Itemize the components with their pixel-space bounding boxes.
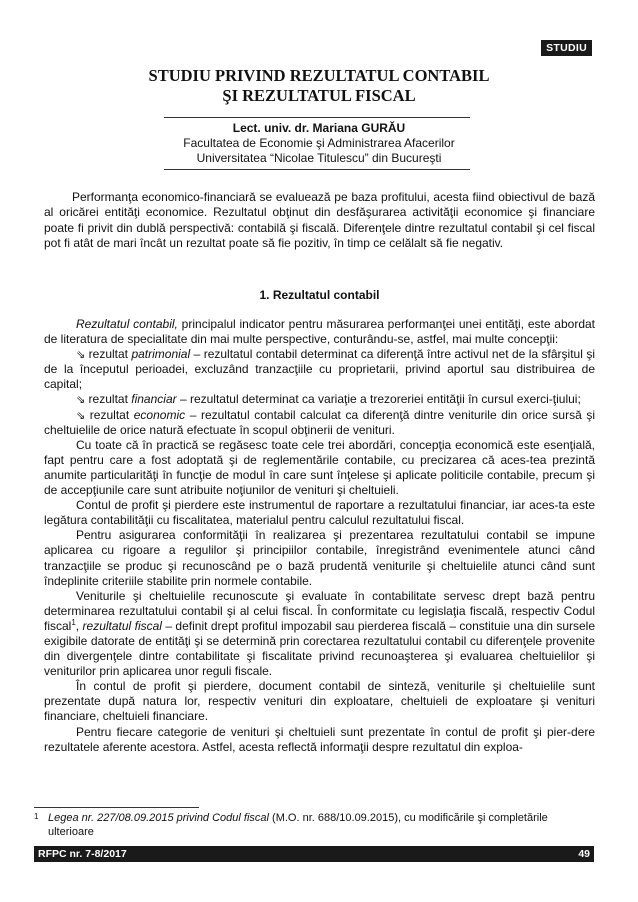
paragraph: Cu toate că în practică se regăsesc toate cele trei abordări, concepţia economică este esenţială, fapt pentru care a fost adoptată şi de reglementările contabile, cu precizarea că aces-tea prezintă anumite particularităţi în funcţie de modul în care sunt înţelese şi aplicate politicile contabile, precum şi de accepţiunile care sunt atribuite noţiunilor de venituri şi cheltuieli.: [44, 437, 595, 498]
term: Rezultatul contabil,: [76, 317, 178, 331]
footer-bar: [34, 846, 594, 862]
bullet-text: – rezultatul determinat ca variaţie a trezoreriei entităţii în cursul exerci-ţiului;: [176, 392, 581, 407]
journal-issue: RFPC nr. 7-8/2017: [38, 848, 127, 860]
abstract: Performanţa economico-financiară se evaluează pe baza profitului, acesta fiind obiectivul de bază al oricărei entităţi economice. Rezultatul obţinut din desfăşurarea activităţii economice şi financiare poate fi privit din dublă perspectivă: contabilă şi fiscală. Diferenţele dintre rezultatul contabil şi cel fiscal pot fi atât de mari încât un rezultat poate să fie pozitiv, în timp ce celălalt să fie negativ.: [44, 190, 595, 250]
article-body: [44, 317, 595, 755]
title-divider: [164, 117, 470, 118]
section-tag: STUDIU: [541, 40, 592, 56]
bullet-prefix: rezultat: [85, 392, 132, 407]
list-item: [44, 347, 595, 392]
term: financiar: [131, 392, 177, 407]
bullet-text: – rezultatul contabil calculat ca diferenţă dintre veniturile din orice sursă şi cheltuielile de orice natură efectuate în scopul obţinerii de venituri.: [44, 407, 595, 437]
footnote-ref[interactable]: 1: [71, 617, 76, 627]
paragraph-text: ,: [75, 618, 83, 633]
author-faculty: Facultatea de Economie şi Administrarea Afacerilor: [183, 136, 455, 150]
term: patrimonial: [131, 347, 191, 362]
arrow-bullet-icon: ⇘: [76, 348, 86, 362]
footnote: [34, 812, 594, 839]
paragraph: [44, 589, 595, 680]
list-item: [44, 408, 595, 438]
paragraph: Pentru fiecare categorie de venituri şi cheltuieli sunt prezentate în contul de profit şi pier-dere rezultatele aferente acestora. Astfel, acesta reflectă informaţii despre rezultatul din exploa-: [44, 724, 595, 754]
list-item: [44, 392, 595, 407]
footnote-number: 1: [34, 812, 39, 821]
article-title: [60, 66, 578, 106]
bullet-text: – rezultatul contabil determinat ca diferenţă între activul net de la sfârşitul şi de la începutul perioadei, excluzând tranzacţiile cu proprietarii, privind aportul sau distribuirea de capital;: [44, 347, 595, 392]
paragraph: În contul de profit şi pierdere, document contabil de sinteză, veniturile şi cheltuielile sunt prezentate după natura lor, respectiv venituri din exploatare, cheltuieli de exploatare şi venituri financiare, cheltuieli financiare.: [44, 679, 595, 724]
bullet-prefix: rezultat: [85, 347, 132, 362]
bullet-prefix: rezultat: [85, 407, 134, 422]
author-name: Lect. univ. dr. Mariana GURĂU: [232, 121, 406, 135]
footnote-reference: Legea nr. 227/08.09.2015 privind Codul fiscal: [48, 812, 269, 824]
paragraph-text: principalul indicator pentru măsurarea performanţei unei entităţi, este abordat de literatura de specialitate din mai multe perspective, conturându-se, astfel, mai multe concepţii:: [44, 317, 596, 347]
author-university: Universitatea “Nicolae Titulescu” din Bucureşti: [196, 151, 442, 165]
footnote-detail: (M.O. nr. 688/10.09.2015), cu modificările şi completările ulterioare: [48, 812, 548, 838]
term: economic: [133, 407, 186, 422]
paragraph-text: Veniturile şi cheltuielile recunoscute şi evaluate în contabilitate servesc drept bază pentru determinarea rezultatului contabil şi al celui fiscal. În conformitate cu legislaţia fiscală, respectiv Codul fiscal: [44, 588, 595, 633]
footnote-divider: [34, 807, 199, 808]
footnote-text: [48, 812, 594, 839]
paragraph: [44, 317, 595, 347]
title-line-1: STUDIU PRIVIND REZULTATUL CONTABIL: [148, 66, 490, 85]
arrow-bullet-icon: ⇘: [76, 393, 86, 407]
author-divider: [164, 169, 470, 170]
term: rezultatul fiscal: [82, 618, 162, 633]
page-number: 49: [578, 848, 590, 860]
paragraph-text: – definit drept profitul impozabil sau pierderea fiscală – constituie una din sursele exigibile datorate de entităţi şi se determină prin corectarea rezultatului contabil cu diferenţele provenite din divergenţele dintre contabilitate şi fiscalitate privind recunoaşterea şi evaluarea cheltuielilor şi veniturilor prin aplicarea unor reguli fiscale.: [44, 618, 596, 679]
title-line-2: ŞI REZULTATUL FISCAL: [222, 86, 416, 105]
author-block: [60, 121, 578, 166]
section-heading: 1. Rezultatul contabil: [259, 288, 380, 302]
arrow-bullet-icon: ⇘: [76, 408, 86, 422]
paragraph: Pentru asigurarea conformităţii în realizarea şi prezentarea rezultatului contabil se impune aplicarea cu rigoare a regulilor şi principiilor contabile, înregistrând evenimentele atunci când tranzacţiile se produc şi recunoscând pe o bază prudentă veniturile şi cheltuielile atunci când sunt îndeplinite criteriile stabilite prin normele contabile.: [44, 528, 595, 588]
paragraph: Contul de profit şi pierdere este instrumentul de raportare a rezultatului financiar, iar aces-ta este legătura contabilităţii cu fiscalitatea, materialul pentru calculul rezultatului fiscal.: [44, 498, 595, 528]
